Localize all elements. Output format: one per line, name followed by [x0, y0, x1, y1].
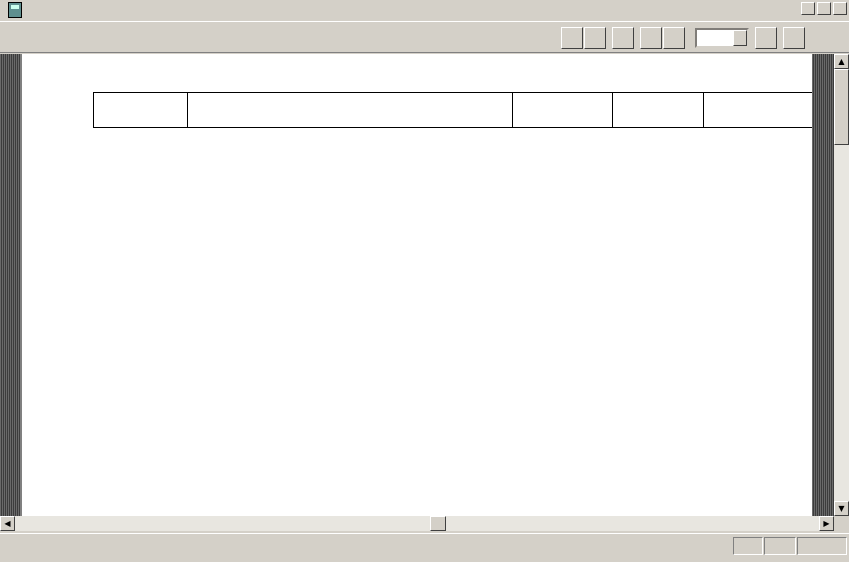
scroll-down-icon[interactable]: ▼ [834, 501, 849, 516]
zoom-select[interactable] [695, 28, 749, 48]
status-bar [0, 533, 849, 562]
horizontal-scrollbar[interactable] [0, 516, 834, 531]
app-icon[interactable] [8, 2, 22, 18]
restore-button[interactable] [817, 2, 831, 15]
close-button[interactable] [833, 2, 847, 15]
header-code [93, 92, 187, 128]
header-price [512, 92, 613, 128]
status-panel-blank [797, 537, 847, 555]
first-page-button[interactable] [561, 27, 583, 49]
exit-preview-button[interactable] [755, 27, 777, 49]
preview-background-right [812, 54, 834, 516]
status-panel-empty [733, 537, 763, 555]
next-page-button[interactable] [640, 27, 662, 49]
pages-button[interactable] [612, 27, 634, 49]
toolbar [0, 21, 849, 53]
horizontal-scroll-thumb[interactable] [430, 516, 446, 531]
chevron-down-icon[interactable] [733, 30, 747, 46]
report-page [22, 54, 812, 516]
prev-page-button[interactable] [584, 27, 606, 49]
scrollbar-corner [834, 516, 849, 531]
menu-bar [0, 0, 849, 20]
vertical-scroll-thumb[interactable] [834, 69, 849, 145]
report-preview [0, 54, 849, 531]
vertical-scrollbar[interactable] [834, 54, 849, 516]
minimize-button[interactable] [801, 2, 815, 15]
window-controls [801, 2, 847, 15]
scroll-right-icon[interactable]: ▶ [819, 516, 834, 531]
last-page-button[interactable] [663, 27, 685, 49]
header-qty [703, 92, 812, 128]
header-date [612, 92, 704, 128]
status-num [764, 537, 796, 555]
scroll-up-icon[interactable]: ▲ [834, 54, 849, 69]
print-button[interactable] [783, 27, 805, 49]
preview-background-left [0, 54, 22, 516]
header-title [187, 92, 513, 128]
scroll-left-icon[interactable]: ◀ [0, 516, 15, 531]
